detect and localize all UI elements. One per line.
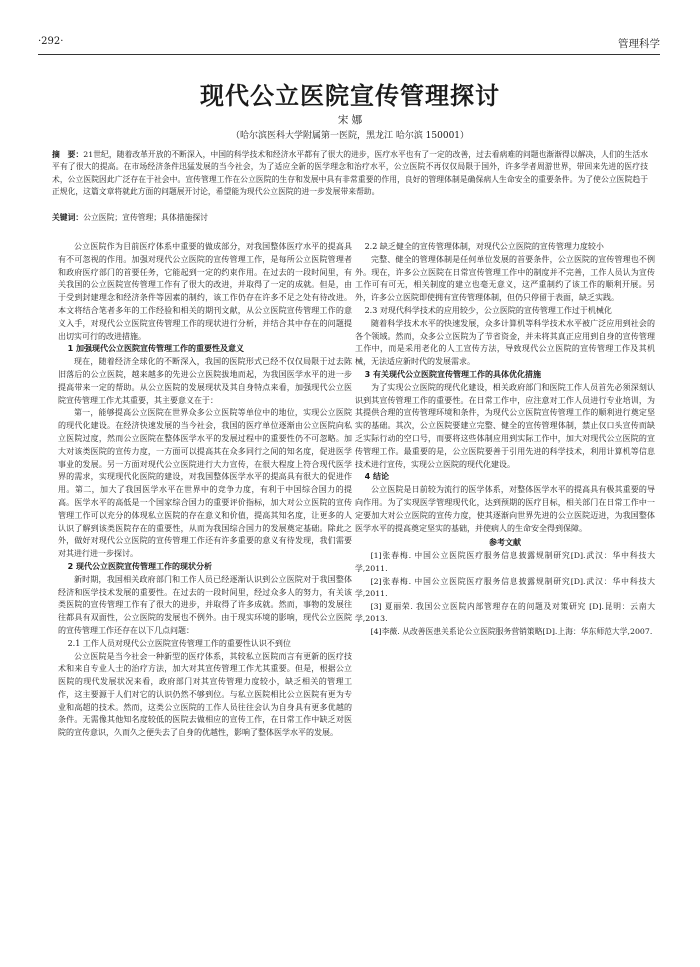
abstract-label: 摘 要：: [52, 150, 84, 159]
page-header: [38, 36, 660, 52]
intro-paragraph: 公立医院作为目前医疗体系中重要的做成部分，对我国整体医疗水平的提高具有不可忽视的作用。加强对现代公立医院的宣传管理工作，是每所公立医院管理者和政府医疗部门的首要任务，它能起到一定的约束作用。在过去的一段时间里，有关我国的公立医院宣传管理工作有了很大的改进，并取得了一定的成就。但是，由于受到封建理念和经济条件等因素的制约，该工作仍存在许多不足之处有待改进。本文将结合笔者多年的工作经验和相关的期刊文献，从公立医院宣传管理工作的意义入手，对现代公立医院宣传管理工作的现状进行分析，并结合其中存在的问题提出切实可行的改进措施。: [58, 242, 352, 341]
header-rule: [38, 54, 660, 55]
article-author: 宋 娜: [337, 114, 363, 126]
article-title: 现代公立医院宣传管理探讨: [200, 82, 500, 110]
reference-item: [4]李薇. 从改善医患关系论公立医院服务营销策略[D].上海：华东师范大学,2007.: [370, 626, 653, 636]
section-1-paragraph-a: 现在，随着经济全球化的不断深入，我国的医院形式已经不仅仅局限于过去陈旧落后的公立医院，越来越多的先进公立医院拔地而起，为我国医学水平的进一步提高带来一定的帮助。从公立医院的发展现状及其自身特点来看，加强现代公立医院宣传管理工作尤其重要，其主要意义在于：: [58, 357, 352, 405]
section-heading-2: 2 现代公立医院宣传管理工作的现状分析: [67, 561, 212, 571]
abstract-text: 21世纪，随着改革开放的不断深入，中国的科学技术和经济水平都有了很大的进步，医疗水平也有了一定的改善，过去看病难的问题也渐渐得以解决，人们的生活水平有了很大的提高。在市场经济条件迅猛发展的当今社会，为了适应全新的医学理念和治疗水平，公立医院不再仅仅局限于国外，许多学者周游世界，带回来先进的医疗技术，公立医院因此广泛存在于社会中。宣传管理工作在公立医院的生存和发展中具有非常重要的作用，良好的管理体制是确保病人生命安全的重要条件。为了使公立医院趋于正规化，这篇文章将就此方面的问题展开讨论，希望能为现代公立医院的进一步发展带来帮助。: [52, 150, 648, 197]
left-column: [58, 241, 352, 740]
keywords-label: 关键词：: [52, 213, 84, 222]
references-title: 参考文献: [489, 538, 521, 548]
page-number: ·292·: [38, 36, 64, 47]
abstract: [52, 149, 648, 199]
keywords: [52, 212, 648, 224]
section-heading-1: 1 加强现代公立医院宣传管理工作的重要性及意义: [67, 344, 244, 354]
journal-section-name: 管理科学: [618, 38, 660, 50]
keywords-text: 公立医院；宣传管理；具体措施探讨: [83, 213, 208, 222]
subsection-2-2-paragraph: 完整、健全的管理体制是任何单位发展的首要条件，公立医院的宣传管理也不例外。现在，许多公立医院在日常宣传管理工作中的制度并不完善，工作人员认为宣传工作可有可无，相关制度的建立也毫无意义，这严重制约了该工作的顺利开展。另外，许多公立医院即使拥有宣传管理体制，但仍只停留于表面，缺乏实践。: [355, 254, 655, 303]
author-affiliation: （哈尔滨医科大学附属第一医院，黑龙江 哈尔滨 150001）: [230, 131, 470, 141]
subsection-2-1-paragraph: 公立医院是当今社会一种新型的医疗体系，其较私立医院而言有更新的医疗技术和来自专业人士的治疗方法，加大对其宣传管理工作尤其重要。但是，根据公立医院的现代发展状况来看，政府部门对其宣传管理力度较小，缺乏相关的管理工作，这主要源于人们对它的认识仍然不够到位。与私立医院相比公立医院有更为专业和高超的技术。然而，这类公立医院的工作人员往往会认为自身具有更多优越的条件。无需像其他知名度较低的医院去做相应的宣传工作，在日常工作中缺乏对医院的宣传意识，久而久之便失去了自身的优越性，影响了整体医学水平的发展。: [58, 651, 352, 738]
right-column: [355, 241, 655, 638]
section-4-paragraph: 公立医院是日前较为流行的医学体系，对整体医学水平的提高具有极其重要的导向作用。为了实现医学管理现代化，达到预期的医疗目标，相关部门在日常工作中一定要加大对公立医院的宣传力度，使其逐渐向世界先进的公立医院迈进，为我国整体医学水平的提高奠定坚实的基础，并使病人的生命安全得到保障。: [355, 485, 655, 533]
reference-item: [3] 夏丽荣. 我国公立医院内部管理存在的问题及对策研究 [D].昆明：云南大学,2013.: [355, 601, 655, 624]
section-1-paragraph-b: 第一，能够提高公立医院在世界众多公立医院等单位中的地位，实现公立医院的现代化建设。在经济快速发展的当今社会，我国的医疗单位逐渐由公立医院向私立医院过度，然而公立医院在整体医学水平的发展过程中的重要性仍不可忽略。加大对该类医院的宣传力度，一方面可以提高其在众多同行之间的知名度，促进医学事业的发展。另一方面对现代公立医院进行大力宣传，在很大程度上符合现代医学界的需求，实现现代化医院的建设，对我国整体医学水平的提高具有很大的促进作用。第二，加大了我国医学水平在世界中的竞争力度，有利于中国综合国力的提高。医学水平的高低是一个国家综合国力的重要评价指标，加大对公立医院的宣传管理工作可以充分的体现私立医院的存在意义和价值，提高其知名度，让更多的人认识了解到该类医院存在的重要性，从而为我国综合国力的发展奠定基础。除此之外，做好对现代公立医院的宣传管理工作还有许多重要的意义有待发现，我们需要对其进行进一步探讨。: [58, 408, 352, 559]
section-3-paragraph: 为了实现公立医院的现代化建设，相关政府部门和医院工作人员首先必须深刻认识到其宣传管理工作的重要性。在日常工作中，应注意对工作人员进行专业培训，为其提供合理的宣传管理环境和条件，为现代公立医院宣传管理工作的顺利进行奠定坚实的基础。其次，公立医院要建立完整、健全的宣传管理体制，禁止仅口头宣传而缺乏实际行动的空口号，而要将这些体制应用到实际工作中，加大对现代公立医院的宣传管理工作。最重要的是，公立医院要善于引用先进的科学技术，利用计算机等信息技术进行宣传，实现公立医院的现代化建设。: [355, 382, 655, 469]
reference-item: [2]张春梅. 中国公立医院医疗服务信息披露规制研究[D].武汉：华中科技大学,2011.: [355, 576, 655, 599]
section-heading-4: 4 结论: [364, 472, 389, 482]
reference-item: [1]张春梅. 中国公立医院医疗服务信息披露规制研究[D].武汉：华中科技大学,2011.: [355, 551, 655, 573]
subsection-heading-2-2: 2.2 缺乏健全的宣传管理体制，对现代公立医院的宣传管理力度较小: [364, 242, 604, 251]
subsection-2-3-paragraph: 随着科学技术水平的快速发展，众多计算机等科学技术水平被广泛应用到社会的各个领域。然而，众多公立医院为了节省资金，并未将其真正应用到自身的宣传管理工作中，而是采用老化的人工宣传方法，导致现代公立医院的宣传管理工作及其机械，无法适应新时代的发展需求。: [355, 318, 655, 367]
section-2-paragraph: 新时期，我国相关政府部门和工作人员已经逐渐认识到公立医院对于我国整体经济和医学技术发展的重要性。在过去的一段时间里，经过众多人的努力，有关该类医院的宣传管理工作有了很大的进步，并取得了许多成就。然而，事物的发展往往都具有双面性，公立医院的发展也不例外。由于现实环境的影响，现代公立医院的宣传管理工作还存在以下几点问题：: [58, 574, 352, 635]
section-heading-3: 3 有关现代公立医院宣传管理工作的具体优化措施: [364, 369, 541, 379]
subsection-heading-2-1: 2.1 工作人员对现代公立医院宣传管理工作的重要性认识不到位: [67, 638, 291, 648]
subsection-heading-2-3: 2.3 对现代科学技术的应用较少，公立医院的宣传管理工作过于机械化: [364, 305, 612, 315]
